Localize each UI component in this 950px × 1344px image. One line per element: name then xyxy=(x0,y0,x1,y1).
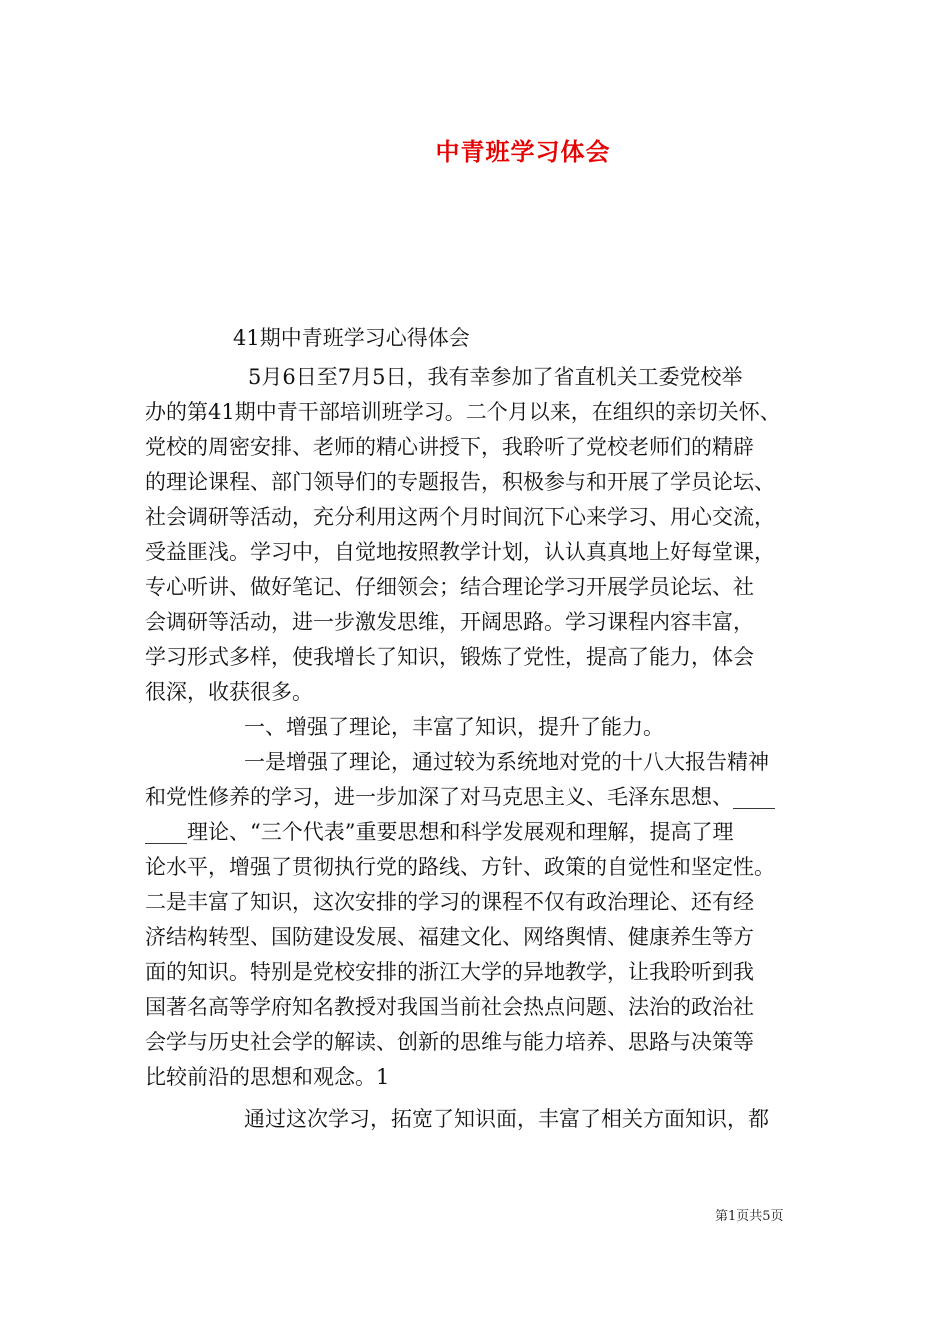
text-line: 学习形式多样，使我增长了知识，锻炼了党性，提高了能力，体会 xyxy=(145,645,754,669)
text-line: 受益匪浅。学习中，自觉地按照教学计划，认认真真地上好每堂课， xyxy=(145,540,775,564)
section-heading: 一、增强了理论，丰富了知识，提升了能力。 xyxy=(244,715,664,739)
text-line: 一是增强了理论，通过较为系统地对党的十八大报告精神 xyxy=(244,750,769,774)
text-line: 社会调研等活动，充分利用这两个月时间沉下心来学习、用心交流， xyxy=(145,505,775,529)
text-line: 面的知识。特别是党校安排的浙江大学的异地教学，让我聆听到我 xyxy=(145,960,754,984)
document-title: 中青班学习体会 xyxy=(435,137,611,166)
text-line: 41期中青班学习心得体会 xyxy=(233,326,470,350)
text-line: 5月6日至7月5日，我有幸参加了省直机关工委党校举 xyxy=(248,365,743,389)
text-line: 的理论课程、部门领导们的专题报告，积极参与和开展了学员论坛、 xyxy=(145,470,775,494)
text-line: 会调研等活动，进一步激发思维，开阔思路。学习课程内容丰富， xyxy=(145,610,754,634)
text-line: 党校的周密安排、老师的精心讲授下，我聆听了党校老师们的精辟 xyxy=(145,435,754,459)
page-number: 第1页共5页 xyxy=(715,1209,784,1224)
text-line: 会学与历史社会学的解读、创新的思维与能力培养、思路与决策等 xyxy=(145,1030,754,1054)
text-line: 济结构转型、国防建设发展、福建文化、网络舆情、健康养生等方 xyxy=(145,925,754,949)
text-line: 比较前沿的思想和观念。1 xyxy=(145,1065,390,1089)
text-line: 很深，收获很多。 xyxy=(145,680,313,704)
text-line: 专心听讲、做好笔记、仔细领会；结合理论学习开展学员论坛、社 xyxy=(145,575,754,599)
text-line: ____理论、“三个代表”重要思想和科学发展观和理解，提高了理 xyxy=(145,820,734,844)
text-line: 国著名高等学府知名教授对我国当前社会热点问题、法治的政治社 xyxy=(145,995,754,1019)
text-line: 二是丰富了知识，这次安排的学习的课程不仅有政治理论、还有经 xyxy=(145,890,754,914)
text-line: 论水平，增强了贯彻执行党的路线、方针、政策的自觉性和坚定性。 xyxy=(145,855,775,879)
text-line: 办的第41期中青干部培训班学习。二个月以来，在组织的亲切关怀、 xyxy=(145,400,781,424)
text-line: 通过这次学习，拓宽了知识面，丰富了相关方面知识，都 xyxy=(244,1107,769,1131)
text-line: 和党性修养的学习，进一步加深了对马克思主义、毛泽东思想、____ xyxy=(145,785,775,809)
